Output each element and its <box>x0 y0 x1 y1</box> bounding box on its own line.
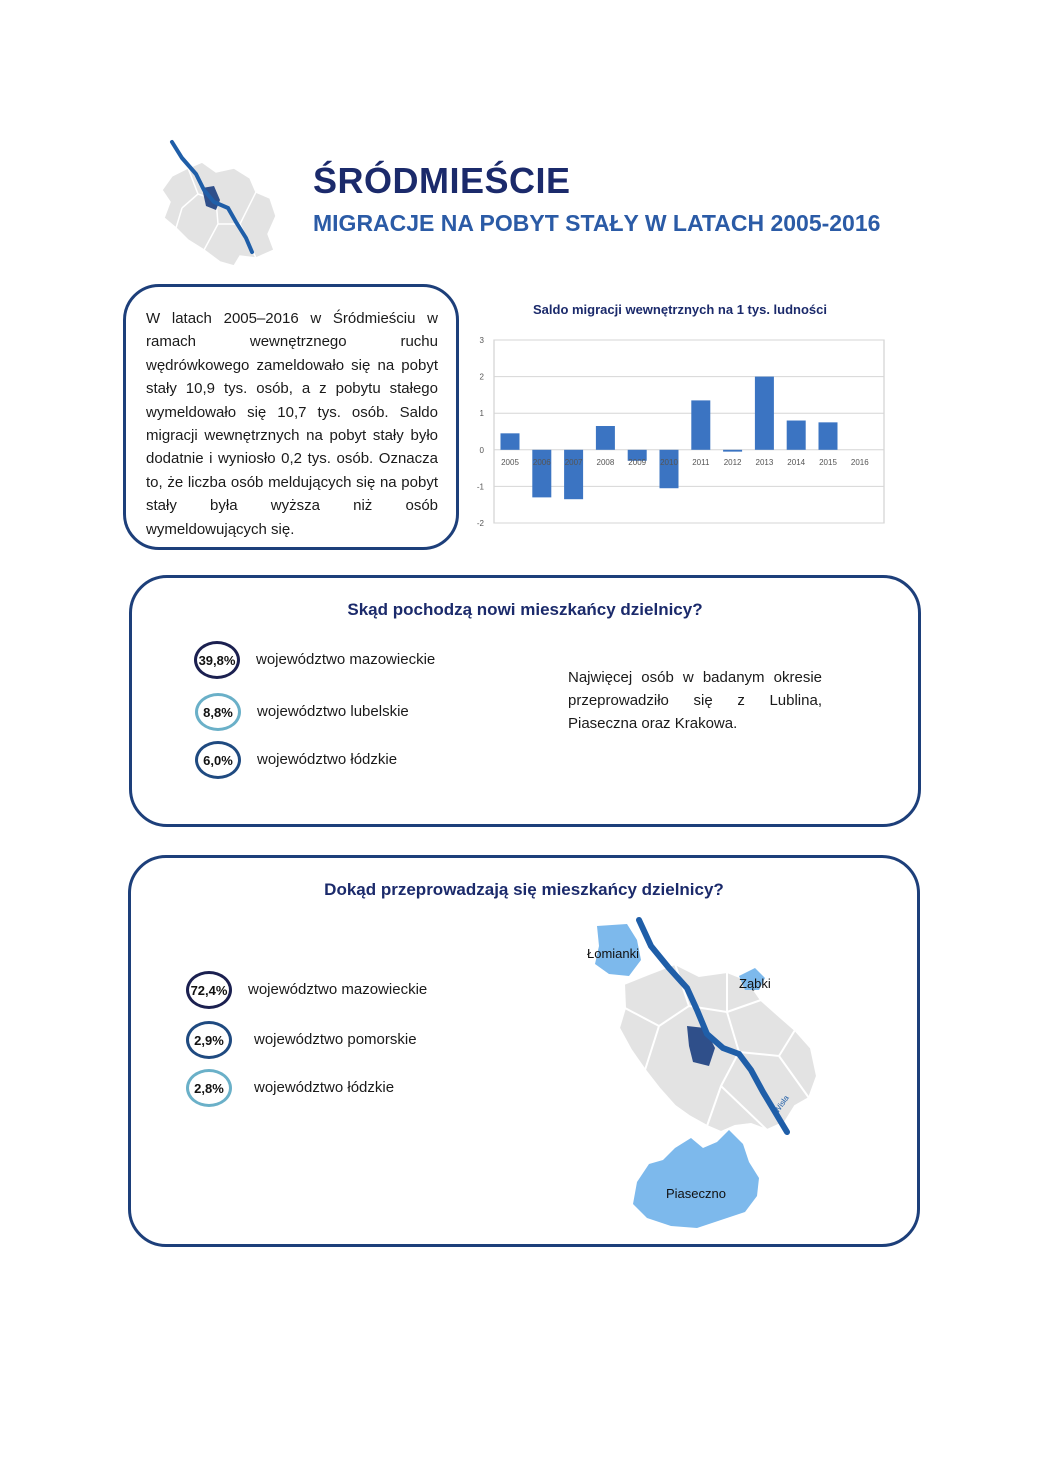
origin-heading: Skąd pochodzą nowi mieszkańcy dzielnicy? <box>347 600 703 619</box>
chart-bar <box>755 377 774 450</box>
page-subtitle: MIGRACJE NA POBYT STAŁY W LATACH 2005-2016 <box>313 210 881 236</box>
chart-y-tick-label: 2 <box>479 372 484 382</box>
warsaw-outline <box>619 964 817 1132</box>
chart-y-tick-label: 3 <box>479 336 484 345</box>
chart-x-tick-label: 2013 <box>755 457 774 467</box>
chart-title: Saldo migracji wewnętrznych na 1 tys. ludności <box>532 302 828 317</box>
destination-heading: Dokąd przeprowadzają się mieszkańcy dzielnicy? <box>324 880 724 899</box>
origin-panel <box>129 575 921 827</box>
warsaw-outline <box>162 162 276 266</box>
chart-bar <box>501 433 520 449</box>
map-label-lomianki: Łomianki <box>587 946 640 961</box>
chart-bar <box>596 426 615 450</box>
destination-panel <box>128 855 920 1247</box>
chart-bar <box>660 450 679 488</box>
chart-x-tick-label: 2015 <box>819 457 837 467</box>
chart-x-tick-label: 2010 <box>660 457 678 467</box>
chart-bar <box>723 450 742 452</box>
chart-y-tick-label: -2 <box>476 519 484 528</box>
chart-x-tick-label: 2006 <box>532 457 551 467</box>
chart-x-tick-label: 2005 <box>501 457 519 467</box>
destination-map <box>579 916 879 1236</box>
warsaw-district-map <box>158 138 280 266</box>
chart-bar <box>819 422 838 449</box>
map-label-piaseczno: Piaseczno <box>666 1186 726 1201</box>
origin-region-label: województwo łódzkie <box>257 751 398 768</box>
origin-region-label: województwo lubelskie <box>257 703 409 720</box>
chart-bar <box>787 421 806 450</box>
piaseczno-area <box>633 1130 759 1228</box>
chart-x-tick-label: 2012 <box>723 457 742 467</box>
chart-y-tick-label: -1 <box>476 482 484 492</box>
page-title: ŚRÓDMIEŚCIE <box>313 160 571 201</box>
summary-box <box>123 284 459 550</box>
origin-percent-badge: 8,8% <box>195 693 241 731</box>
destination-region-label: województwo mazowieckie <box>248 981 428 998</box>
chart-x-tick-label: 2011 <box>692 457 710 467</box>
chart-bar <box>691 400 710 449</box>
chart-y-tick-label: 0 <box>479 445 484 455</box>
destination-region-label: województwo łódzkie <box>254 1079 395 1096</box>
chart-x-tick-label: 2016 <box>850 457 869 467</box>
chart-x-tick-label: 2009 <box>628 457 647 467</box>
origin-note: Najwięcej osób w badanym okresie przeprowadziło się z Lublina, Piaseczna oraz Krakowa. <box>568 669 822 732</box>
chart-x-tick-label: 2007 <box>564 457 583 467</box>
chart-x-tick-label: 2014 <box>787 457 806 467</box>
chart-x-tick-label: 2008 <box>596 457 615 467</box>
destination-percent-badge: 2,9% <box>186 1021 232 1059</box>
map-label-river: Wisła <box>772 1093 791 1115</box>
summary-text: W latach 2005–2016 w Śródmieściu w ramach wewnętrznego ruchu wędrówkowego zameldowało się na pobyt stały 10,9 tys. osób, a z pobytu stałego wymeldowało się 10,7 tys. osób. Saldo migracji wewnętrznych na pobyt stały było dodatnie i wyniosło 0,2 tys. osób. Oznacza to, że liczba osób meldujących się na pobyt stały była wyższa niż osób wymeldowujących się. <box>146 310 438 538</box>
origin-region-label: województwo mazowieckie <box>256 651 436 668</box>
map-label-zabki: Ząbki <box>739 976 771 991</box>
origin-percent-badge: 39,8% <box>194 641 240 679</box>
destination-percent-badge: 72,4% <box>186 971 232 1009</box>
origin-percent-badge: 6,0% <box>195 741 241 779</box>
chart-y-tick-label: 1 <box>479 409 484 419</box>
destination-region-label: województwo pomorskie <box>254 1031 417 1048</box>
migration-balance-chart <box>470 328 890 534</box>
destination-percent-badge: 2,8% <box>186 1069 232 1107</box>
